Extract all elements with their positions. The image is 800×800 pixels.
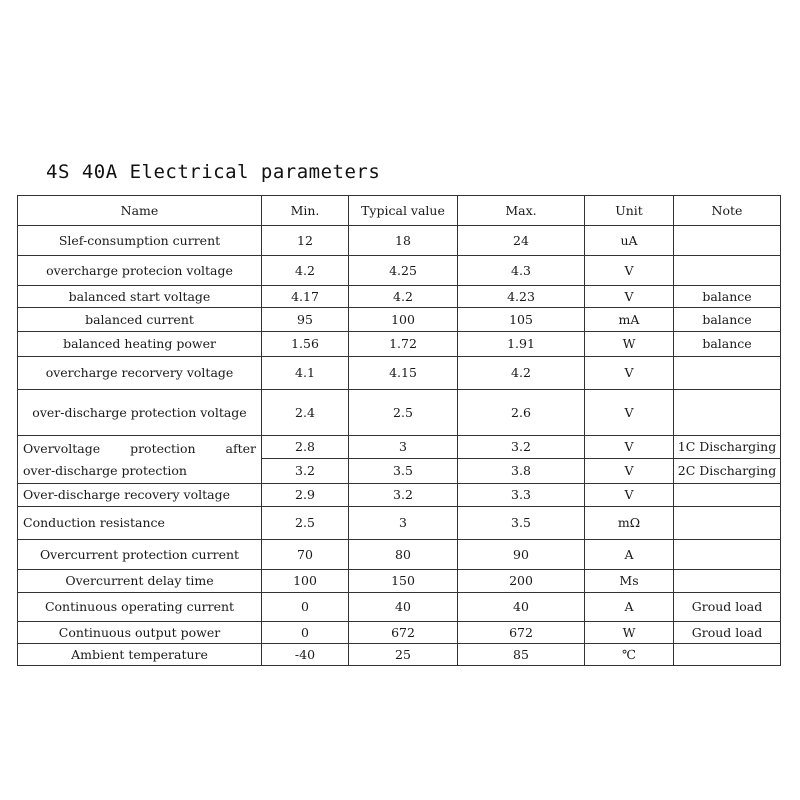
param-typical: 40	[349, 593, 458, 622]
param-typical: 3.2	[349, 484, 458, 507]
param-name: Continuous output power	[18, 622, 262, 644]
param-min: 100	[262, 570, 349, 593]
electrical-parameters-table	[17, 195, 781, 666]
table-row	[18, 622, 781, 644]
param-note: balance	[674, 286, 781, 308]
column-header-max: Max.	[458, 196, 585, 226]
param-note	[674, 570, 781, 593]
param-max: 4.2	[458, 357, 585, 390]
param-note	[674, 484, 781, 507]
param-note: 1C Discharging	[674, 436, 781, 459]
table-row	[18, 484, 781, 507]
param-max: 90	[458, 540, 585, 570]
param-max: 3.5	[458, 507, 585, 540]
param-typical: 1.72	[349, 332, 458, 357]
param-min: 0	[262, 593, 349, 622]
param-name: overcharge recorvery voltage	[18, 357, 262, 390]
table-row	[18, 390, 781, 436]
param-unit: ℃	[585, 644, 674, 666]
param-unit: V	[585, 390, 674, 436]
column-header-name: Name	[18, 196, 262, 226]
param-max: 4.3	[458, 256, 585, 286]
param-max: 3.2	[458, 436, 585, 459]
param-name: overcharge protecion voltage	[18, 256, 262, 286]
table-row	[18, 593, 781, 622]
param-name: balanced current	[18, 308, 262, 332]
table-row	[18, 507, 781, 540]
param-unit: V	[585, 286, 674, 308]
table-row	[18, 570, 781, 593]
param-note	[674, 357, 781, 390]
param-max: 672	[458, 622, 585, 644]
param-unit: mA	[585, 308, 674, 332]
param-unit: A	[585, 540, 674, 570]
column-header-typical: Typical value	[349, 196, 458, 226]
param-name: Overcurrent protection current	[18, 540, 262, 570]
param-min: 4.17	[262, 286, 349, 308]
param-note	[674, 256, 781, 286]
param-unit: V	[585, 459, 674, 484]
param-typical: 4.15	[349, 357, 458, 390]
param-max: 24	[458, 226, 585, 256]
param-note	[674, 507, 781, 540]
table-row	[18, 540, 781, 570]
param-max: 85	[458, 644, 585, 666]
param-unit: mΩ	[585, 507, 674, 540]
param-unit: V	[585, 484, 674, 507]
param-min: 2.5	[262, 507, 349, 540]
param-name-line-1: Overvoltage protection after	[23, 440, 256, 456]
param-max: 40	[458, 593, 585, 622]
table-row	[18, 308, 781, 332]
param-min: -40	[262, 644, 349, 666]
param-unit: V	[585, 357, 674, 390]
table-row	[18, 644, 781, 666]
param-note: balance	[674, 308, 781, 332]
param-max: 1.91	[458, 332, 585, 357]
param-typical: 18	[349, 226, 458, 256]
param-name	[18, 436, 262, 484]
param-note	[674, 644, 781, 666]
param-typical: 3	[349, 507, 458, 540]
param-unit: A	[585, 593, 674, 622]
param-min: 12	[262, 226, 349, 256]
column-header-min: Min.	[262, 196, 349, 226]
column-header-note: Note	[674, 196, 781, 226]
param-note: balance	[674, 332, 781, 357]
param-unit: V	[585, 256, 674, 286]
param-name: Slef-consumption current	[18, 226, 262, 256]
page-title: 4S 40A Electrical parameters	[46, 161, 381, 183]
table-row	[18, 357, 781, 390]
param-max: 3.3	[458, 484, 585, 507]
param-typical: 100	[349, 308, 458, 332]
param-typical: 3.5	[349, 459, 458, 484]
param-note: 2C Discharging	[674, 459, 781, 484]
param-unit: W	[585, 332, 674, 357]
param-min: 0	[262, 622, 349, 644]
param-unit: W	[585, 622, 674, 644]
param-typical: 150	[349, 570, 458, 593]
param-name: Continuous operating current	[18, 593, 262, 622]
table-row	[18, 256, 781, 286]
param-min: 2.4	[262, 390, 349, 436]
param-typical: 80	[349, 540, 458, 570]
param-typical: 4.25	[349, 256, 458, 286]
param-name: over-discharge protection voltage	[18, 390, 262, 436]
table-row	[18, 332, 781, 357]
param-min: 4.2	[262, 256, 349, 286]
param-unit: uA	[585, 226, 674, 256]
param-typical: 2.5	[349, 390, 458, 436]
param-max: 105	[458, 308, 585, 332]
param-max: 3.8	[458, 459, 585, 484]
param-typical: 25	[349, 644, 458, 666]
param-note	[674, 226, 781, 256]
table-row	[18, 436, 781, 459]
param-min: 3.2	[262, 459, 349, 484]
param-note	[674, 390, 781, 436]
param-typical: 3	[349, 436, 458, 459]
param-typical: 672	[349, 622, 458, 644]
param-note: Groud load	[674, 593, 781, 622]
param-name: Ambient temperature	[18, 644, 262, 666]
param-unit: Ms	[585, 570, 674, 593]
param-name: Over-discharge recovery voltage	[18, 484, 262, 507]
param-min: 2.9	[262, 484, 349, 507]
param-min: 4.1	[262, 357, 349, 390]
param-note	[674, 540, 781, 570]
param-unit: V	[585, 436, 674, 459]
param-name: balanced heating power	[18, 332, 262, 357]
param-max: 2.6	[458, 390, 585, 436]
param-name: Overcurrent delay time	[18, 570, 262, 593]
param-name-line-2: over-discharge protection	[23, 462, 187, 478]
param-min: 1.56	[262, 332, 349, 357]
param-typical: 4.2	[349, 286, 458, 308]
table-row	[18, 286, 781, 308]
table-header-row	[18, 196, 781, 226]
param-max: 200	[458, 570, 585, 593]
param-max: 4.23	[458, 286, 585, 308]
param-min: 95	[262, 308, 349, 332]
column-header-unit: Unit	[585, 196, 674, 226]
param-note: Groud load	[674, 622, 781, 644]
param-name: balanced start voltage	[18, 286, 262, 308]
param-name: Conduction resistance	[18, 507, 262, 540]
param-min: 70	[262, 540, 349, 570]
param-min: 2.8	[262, 436, 349, 459]
table-row	[18, 226, 781, 256]
